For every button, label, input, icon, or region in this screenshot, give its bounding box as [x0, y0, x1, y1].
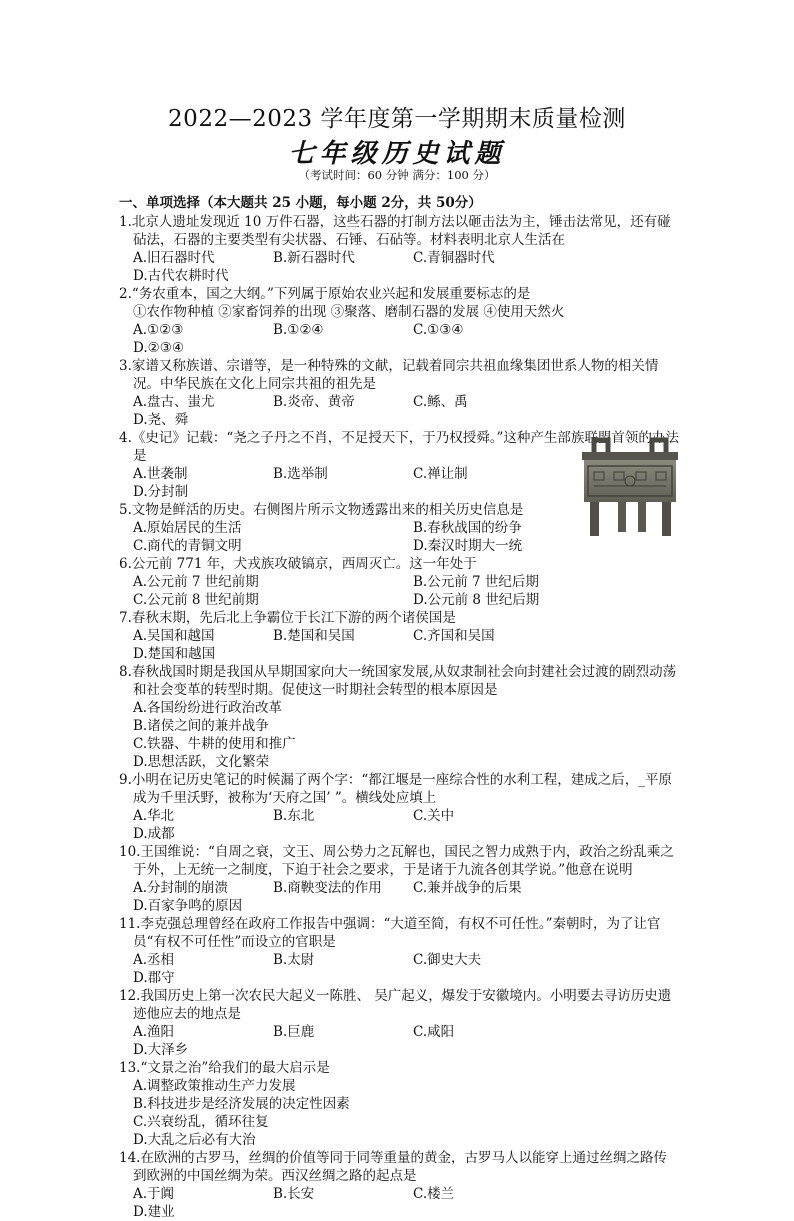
option-c: C.商代的青铜文明 [133, 538, 242, 554]
option-c: C.青铜器时代 [413, 250, 495, 266]
question-stem: 1.北京人遗址发现近 10 万件石器，这些石器的打制方法以砸击法为主，锤击法常见，还有碰砧法，石器的主要类型有尖状器、石锤、石砧等。材料表明北京人生活在 [119, 214, 671, 248]
question-stem: 8.春秋战国时期是我国从早期国家向大一统国家发展,从奴隶制社会向封建社会过渡的剧烈动荡和社会变革的转型时期。促使这一时期社会转型的根本原因是 [119, 664, 677, 698]
option-b: B.太尉 [273, 952, 315, 968]
exam-info: （考试时间：60 分钟 满分：100 分） [298, 168, 496, 182]
section-heading: 一、单项选择（本大题共 25 小题，每小题 2分，共 50分） [119, 195, 482, 211]
question-11 [119, 915, 679, 987]
question-stem: 5.文物是鲜活的历史。右侧图片所示文物透露出来的相关历史信息是 [119, 502, 524, 518]
option-a: A.于阗 [133, 1186, 175, 1202]
option-a: A.分封制的崩溃 [133, 880, 229, 896]
option-a: A.华北 [133, 808, 175, 824]
option-a: A.吴国和越国 [133, 628, 215, 644]
option-d: D.分封制 [133, 484, 189, 500]
options [119, 573, 563, 609]
question-10 [119, 843, 679, 915]
option-b: B.楚国和吴国 [273, 628, 355, 644]
options [119, 249, 679, 285]
question-3 [119, 357, 679, 429]
question-stem: 12.我国历史上第一次农民大起义一陈胜、 吴广起义，爆发于安徽境内。小明要去寻访历史遗迹他应去的地点是 [119, 988, 672, 1022]
option-b: B.诸侯之间的兼并战争 [133, 718, 269, 734]
question-stem: 4.《史记》记载：“尧之子丹之不肖，不足授天下，于乃权授舜。”这种产生部族联盟首领的办法是 [119, 430, 679, 464]
option-d: D.大乱之后必有大治 [133, 1132, 256, 1148]
bronze-ding-vessel-image [574, 436, 686, 540]
option-b: B.新石器时代 [273, 250, 355, 266]
options [119, 699, 679, 771]
exam-title: 2022—2023 学年度第一学期期末质量检测 [168, 106, 626, 132]
option-c: C.铁器、牛耕的使用和推广 [133, 736, 296, 752]
option-d: D.②③④ [133, 340, 184, 356]
option-a: A.调整政策推动生产力发展 [133, 1078, 296, 1094]
option-a: A.盘古、蚩尤 [133, 394, 215, 410]
option-d: D.古代农耕时代 [133, 268, 229, 284]
question-items: ①农作物种植 ②家畜饲养的出现 ③聚落、磨制石器的发展 ④使用天然火 [133, 304, 565, 320]
options [119, 1023, 679, 1059]
option-b: B.炎帝、黄帝 [273, 394, 355, 410]
option-a: A.原始居民的生活 [133, 520, 242, 536]
option-d: D.郡守 [133, 970, 175, 986]
options [119, 1185, 679, 1221]
option-d: D.百家争鸣的原因 [133, 898, 243, 914]
option-d: D.思想活跃，文化繁荣 [133, 754, 270, 770]
option-b: B.科技进步是经济发展的决定性因素 [133, 1096, 350, 1112]
option-b: B.巨鹿 [273, 1024, 315, 1040]
question-12 [119, 987, 679, 1059]
options [119, 807, 679, 843]
exam-subtitle: 七年级历史试题 [288, 139, 506, 169]
question-stem: 7.春秋末期，先后北上争霸位于长江下游的两个诸侯国是 [119, 610, 456, 626]
option-a: A.丞相 [133, 952, 175, 968]
option-c: C.公元前 8 世纪前期 [133, 592, 259, 608]
options [119, 1077, 679, 1149]
options [119, 879, 679, 915]
option-c: C.鲧、禹 [413, 394, 468, 410]
question-14 [119, 1149, 679, 1221]
option-c: C.齐国和吴国 [413, 628, 495, 644]
option-d: D.秦汉时期大一统 [413, 538, 523, 554]
options [119, 627, 679, 663]
question-stem: 13.“文景之治”给我们的最大启示是 [119, 1060, 330, 1076]
question-stem: 10.王国维说：“自周之衰，文王、周公势力之瓦解也，国民之智力成熟于内，政治之纷乱乘之于外，上无统一之制度，下迫于社会之要求，于是诸于九流各创其学说。”他意在说明 [119, 844, 674, 878]
option-b: B.长安 [273, 1186, 315, 1202]
option-b: B.春秋战国的纷争 [413, 520, 522, 536]
options [119, 951, 679, 987]
options [119, 393, 679, 429]
question-1 [119, 213, 679, 285]
option-c: C.关中 [413, 808, 455, 824]
option-d: D.建业 [133, 1204, 175, 1220]
option-d: D.楚国和越国 [133, 646, 216, 662]
question-stem: 11.李克强总理曾经在政府工作报告中强调：“大道至简，有权不可任性。”秦朝时，为了让官员“有权不可任性”而设立的官职是 [119, 916, 661, 950]
question-9 [119, 771, 679, 843]
option-a: A.公元前 7 世纪前期 [133, 574, 259, 590]
option-d: D.大泽乡 [133, 1042, 189, 1058]
option-c: C.兼并战争的后果 [413, 880, 522, 896]
question-stem: 14.在欧洲的古罗马，丝绸的价值等同于同等重量的黄金，古罗马人以能穿上通过丝绸之路传到欧洲的中国丝绸为荣。西汉丝绸之路的起点是 [119, 1150, 667, 1184]
option-a: A.旧石器时代 [133, 250, 215, 266]
question-13 [119, 1059, 679, 1149]
option-b: B.商鞅变法的作用 [273, 880, 382, 896]
option-c: C.咸阳 [413, 1024, 455, 1040]
question-8 [119, 663, 679, 771]
option-d: D.成都 [133, 826, 175, 842]
question-7 [119, 609, 679, 663]
question-stem: 3.家谱又称族谱、宗谱等，是一种特殊的文献，记载着同宗共祖血缘集团世系人物的相关情况。中华民族在文化上同宗共祖的祖先是 [119, 358, 659, 392]
options [119, 321, 679, 357]
option-c: C.禅让制 [413, 466, 468, 482]
option-d: D.公元前 8 世纪后期 [413, 592, 540, 608]
question-stem: 6.公元前 771 年，犬戎族攻破镐京，西周灭亡。这一年处于 [119, 556, 477, 572]
question-6 [119, 555, 679, 609]
option-a: A.①②③ [133, 322, 184, 338]
option-c: C.①③④ [413, 322, 464, 338]
options [119, 519, 563, 555]
option-b: B.①②④ [273, 322, 324, 338]
option-b: B.选举制 [273, 466, 328, 482]
option-c: C.兴衰纷乱，循环往复 [133, 1114, 269, 1130]
option-d: D.尧、舜 [133, 412, 189, 428]
option-b: B.东北 [273, 808, 315, 824]
option-c: C.御史大夫 [413, 952, 482, 968]
question-stem: 2.“务农重本，国之大纲。”下列属于原始农业兴起和发展重要标志的是 [119, 286, 531, 302]
question-stem: 9.小明在记历史笔记的时候漏了两个字：“都江堰是一座综合性的水利工程，建成之后，_平原成为千里沃野，被称为‘天府之国’ ”。横线处应填上 [119, 772, 673, 806]
option-a: A.各国纷纷进行政治改革 [133, 700, 283, 716]
option-a: A.世袭制 [133, 466, 188, 482]
option-a: A.渔阳 [133, 1024, 175, 1040]
option-c: C.楼兰 [413, 1186, 455, 1202]
question-list [119, 213, 679, 1221]
question-2 [119, 285, 679, 357]
option-b: B.公元前 7 世纪后期 [413, 574, 539, 590]
